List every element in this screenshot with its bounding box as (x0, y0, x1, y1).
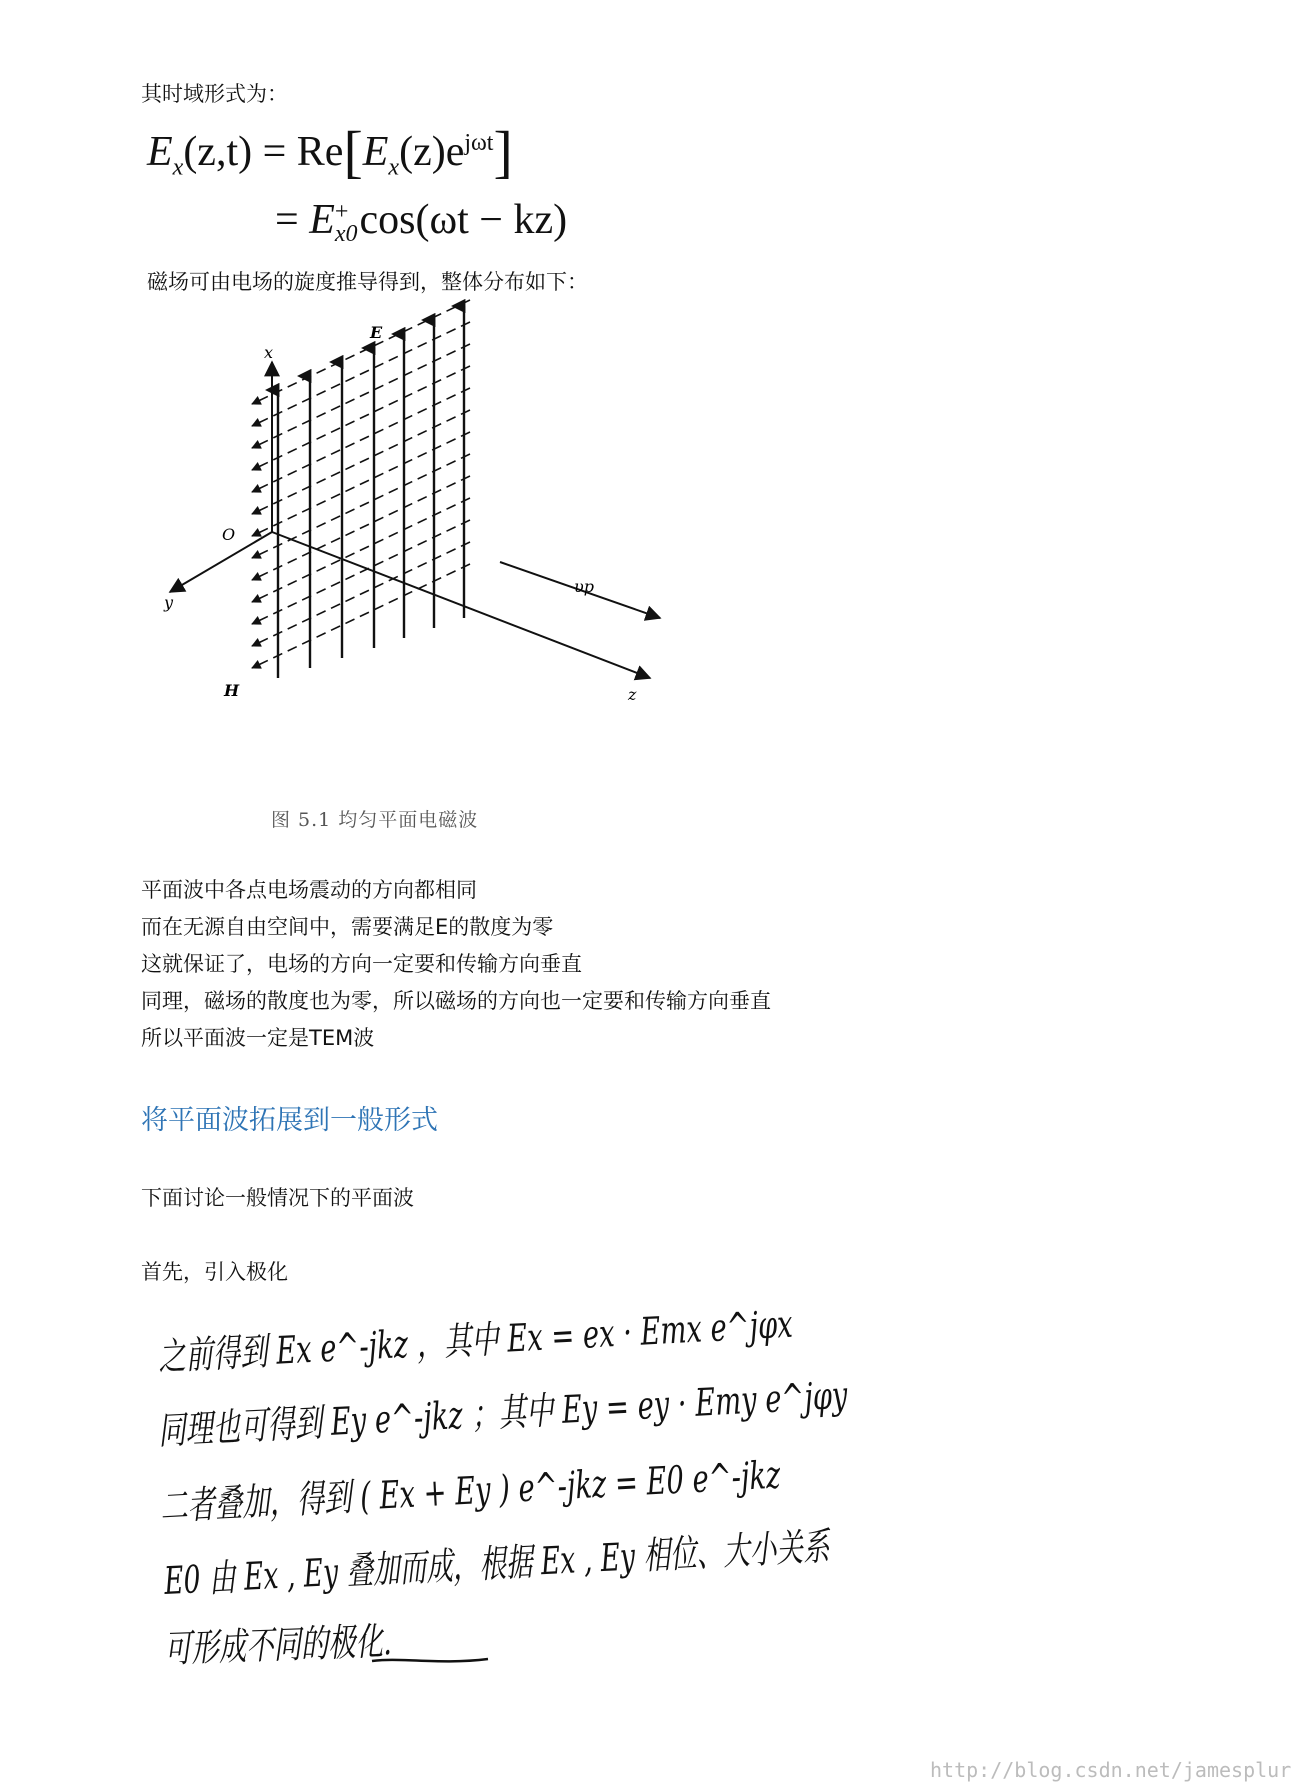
label-z: z (628, 685, 637, 704)
handwriting-line: 同理也可得到 Ey e^-jkz ；其中 Ey = ey · Emy e^jφy (157, 1372, 849, 1453)
label-E: E (370, 323, 383, 342)
h-field-line (252, 564, 470, 668)
underline-mark (370, 1655, 490, 1667)
paragraph-line: 而在无源自由空间中，需要满足E的散度为零 (141, 915, 554, 939)
eq-inner-sup: jωt (464, 130, 494, 156)
eq-line2-eq: = (275, 197, 310, 243)
magnetic-intro-text: 磁场可由电场的旋度推导得到，整体分布如下： (147, 270, 588, 294)
h-field-line (252, 410, 470, 514)
polarization-intro-text: 首先，引入极化 (141, 1260, 288, 1284)
eq-inner-args: (z)e (399, 129, 465, 175)
plane-wave-figure (160, 300, 670, 780)
paragraph-line: 这就保证了，电场的方向一定要和传输方向垂直 (141, 952, 582, 976)
section-heading: 将平面波拓展到一般形式 (141, 1105, 438, 1136)
handwritten-notes (150, 1300, 849, 1671)
label-x: x (264, 343, 274, 362)
h-field-line (252, 454, 470, 558)
handwriting-line: E0 由 Ex , Ey 叠加而成，根据 Ex , Ey 相位、大小关系 (163, 1524, 831, 1603)
h-field-line (252, 322, 470, 426)
handwriting-line: 之前得到 Ex e^-jkz ，其中 Ex = ex · Emx e^jφx (157, 1301, 794, 1379)
figure-caption: 图 5.1 均匀平面电磁波 (271, 809, 479, 831)
handwriting-line: 可形成不同的极化. (163, 1619, 393, 1671)
eq-line2-sub: x0 (334, 221, 358, 248)
general-intro-text: 下面讨论一般情况下的平面波 (141, 1186, 414, 1210)
eq-inner-E: E (362, 129, 389, 175)
paragraph-line: 平面波中各点电场震动的方向都相同 (141, 878, 477, 902)
h-field-line (252, 476, 470, 580)
left-bracket-icon: [ (343, 119, 363, 184)
right-bracket-icon: ] (493, 119, 513, 184)
handwriting-line: 二者叠加，得到 ( Ex + Ey ) e^-jkz = E0 e^-jkz (159, 1452, 782, 1529)
eq-lhs-sub: x (172, 154, 184, 181)
label-H: H (224, 681, 240, 700)
label-O: O (222, 525, 236, 544)
label-y: y (164, 593, 174, 612)
label-vp: υp (574, 577, 594, 596)
eq-inner-sub: x (388, 154, 400, 181)
h-field-lines (252, 300, 470, 668)
eq-lhs-args: (z,t) = Re (183, 129, 344, 175)
watermark: http://blog.csdn.net/jamesplur (930, 1758, 1291, 1782)
y-axis (170, 532, 272, 592)
h-field-line (252, 388, 470, 492)
h-field-line (252, 344, 470, 448)
h-field-line (252, 432, 470, 536)
equation-line-2 (275, 196, 568, 248)
eq-lhs-E: E (147, 129, 173, 175)
paragraph-line: 同理，磁场的散度也为零，所以磁场的方向也一定要和传输方向垂直 (141, 989, 771, 1013)
equation-line-1 (147, 118, 513, 185)
h-field-line (252, 520, 470, 624)
h-field-line (252, 498, 470, 602)
eq-line2-E: E (309, 197, 335, 243)
z-axis (272, 532, 650, 678)
paragraph-line: 所以平面波一定是TEM波 (141, 1026, 375, 1050)
eq-line2-rest: cos(ωt − kz) (359, 197, 568, 243)
intro-text: 其时域形式为： (141, 82, 288, 106)
h-field-line (252, 542, 470, 646)
h-field-line (252, 366, 470, 470)
eq-line2-sup: + (334, 199, 349, 226)
h-field-line (252, 300, 470, 404)
